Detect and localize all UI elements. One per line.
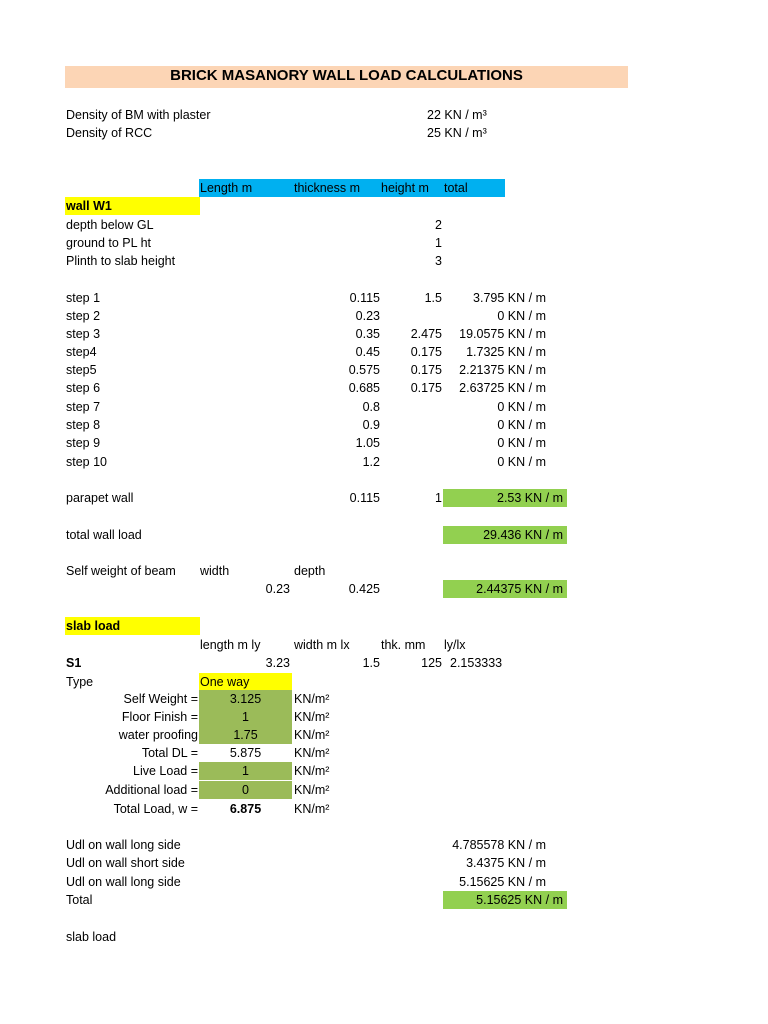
beam-total: 2.44375 KN / m: [443, 580, 567, 598]
load-unit: KN/m²: [294, 728, 330, 742]
load-label: Total DL =: [141, 746, 198, 760]
load-value: 1: [199, 762, 292, 780]
footer-slab-load-label: slab load: [66, 930, 117, 944]
load-unit: KN/m²: [294, 783, 330, 797]
slab-type-label: Type: [66, 675, 94, 689]
udl-label: Udl on wall short side: [66, 856, 185, 870]
step-label: step 7: [66, 400, 101, 414]
load-value: 1: [199, 708, 292, 726]
parapet-total: 2.53 KN / m: [443, 489, 567, 507]
load-unit: KN/m²: [294, 764, 330, 778]
step-height: 0.175: [410, 363, 442, 377]
step-label: step 2: [66, 309, 101, 323]
slab-s1-length: 3.23: [265, 656, 290, 670]
slab-header-thk: thk. mm: [381, 638, 426, 652]
load-unit: KN/m²: [294, 710, 330, 724]
load-value: 1.75: [199, 726, 292, 744]
step-label: step5: [66, 363, 97, 377]
step-label: step4: [66, 345, 97, 359]
load-value: 5.875: [229, 746, 262, 760]
parapet-label: parapet wall: [66, 491, 134, 505]
header-thickness: thickness m: [294, 181, 360, 195]
step-thickness: 0.575: [348, 363, 380, 377]
load-label: Total Load, w =: [113, 802, 198, 816]
slab-section-label: slab load: [65, 617, 200, 635]
load-unit: KN/m²: [294, 692, 330, 706]
step-thickness: 0.35: [355, 327, 380, 341]
total-wall-load-value: 29.436 KN / m: [443, 526, 567, 544]
step-height: 2.475: [410, 327, 442, 341]
slab-s1-width: 1.5: [362, 656, 380, 670]
step-label: step 6: [66, 381, 101, 395]
step-height: 0.175: [410, 345, 442, 359]
param-value: 1: [435, 236, 442, 250]
step-total: 0 KN / m: [497, 436, 546, 450]
step-total: 0 KN / m: [497, 309, 546, 323]
step-label: step 3: [66, 327, 101, 341]
load-label: Self Weight =: [123, 692, 198, 706]
total-wall-load-label: total wall load: [66, 528, 142, 542]
beam-width: 0.23: [265, 582, 290, 596]
step-label: step 8: [66, 418, 101, 432]
udl-value: 3.4375 KN / m: [466, 856, 546, 870]
udl-label: Udl on wall long side: [66, 875, 181, 889]
slab-s1-thk: 125: [421, 656, 442, 670]
step-total: 0 KN / m: [497, 400, 546, 414]
udl-total-value: 5.15625 KN / m: [443, 891, 567, 909]
udl-total-label: Total: [66, 893, 93, 907]
load-label: Live Load =: [133, 764, 198, 778]
slab-type-value: One way: [199, 673, 292, 691]
step-total: 2.63725 KN / m: [459, 381, 546, 395]
beam-label: Self weight of beam: [66, 564, 176, 578]
step-total: 2.21375 KN / m: [459, 363, 546, 377]
beam-depth: 0.425: [348, 582, 380, 596]
parapet-thickness: 0.115: [349, 491, 380, 505]
step-total: 3.795 KN / m: [473, 291, 546, 305]
step-label: step 1: [66, 291, 101, 305]
load-label: Floor Finish =: [121, 710, 198, 724]
param-value: 2: [435, 218, 442, 232]
param-label: ground to PL ht: [66, 236, 152, 250]
step-height: 0.175: [410, 381, 442, 395]
slab-header-width: width m lx: [294, 638, 350, 652]
step-total: 1.7325 KN / m: [466, 345, 546, 359]
step-label: step 9: [66, 436, 101, 450]
step-thickness: 0.45: [355, 345, 380, 359]
header-total: total: [444, 181, 468, 195]
slab-header-length: length m ly: [200, 638, 261, 652]
step-total: 19.0575 KN / m: [459, 327, 546, 341]
param-label: Plinth to slab height: [66, 254, 176, 268]
step-thickness: 1.2: [362, 455, 380, 469]
page-title: BRICK MASANORY WALL LOAD CALCULATIONS: [170, 67, 523, 84]
step-thickness: 0.9: [362, 418, 380, 432]
wall-name: wall W1: [65, 197, 200, 215]
header-length: Length m: [200, 181, 253, 195]
udl-value: 5.15625 KN / m: [459, 875, 546, 889]
load-label: Additional load =: [105, 783, 198, 797]
parapet-height: 1: [435, 491, 442, 505]
density-bm-value: 22 KN / m³: [427, 108, 487, 122]
slab-s1-label: S1: [66, 656, 82, 670]
header-height: height m: [381, 181, 429, 195]
density-rcc-label: Density of RCC: [66, 126, 153, 140]
param-label: depth below GL: [66, 218, 154, 232]
step-thickness: 0.23: [355, 309, 380, 323]
udl-value: 4.785578 KN / m: [452, 838, 546, 852]
load-label: water proofing: [118, 728, 198, 742]
step-thickness: 0.115: [349, 291, 380, 305]
density-rcc-value: 25 KN / m³: [427, 126, 487, 140]
load-unit: KN/m²: [294, 746, 330, 760]
slab-header-ratio: ly/lx: [444, 638, 466, 652]
slab-s1-ratio: 2.153333: [450, 656, 503, 670]
step-total: 0 KN / m: [497, 418, 546, 432]
udl-label: Udl on wall long side: [66, 838, 181, 852]
beam-depth-label: depth: [294, 564, 326, 578]
param-value: 3: [435, 254, 442, 268]
step-label: step 10: [66, 455, 108, 469]
step-thickness: 0.8: [362, 400, 380, 414]
load-value: 0: [199, 781, 292, 799]
step-total: 0 KN / m: [497, 455, 546, 469]
beam-width-label: width: [200, 564, 230, 578]
step-thickness: 1.05: [355, 436, 380, 450]
load-value: 6.875: [229, 802, 262, 816]
load-unit: KN/m²: [294, 802, 330, 816]
step-height: 1.5: [424, 291, 442, 305]
density-bm-label: Density of BM with plaster: [66, 108, 211, 122]
load-value: 3.125: [199, 690, 292, 708]
step-thickness: 0.685: [348, 381, 380, 395]
